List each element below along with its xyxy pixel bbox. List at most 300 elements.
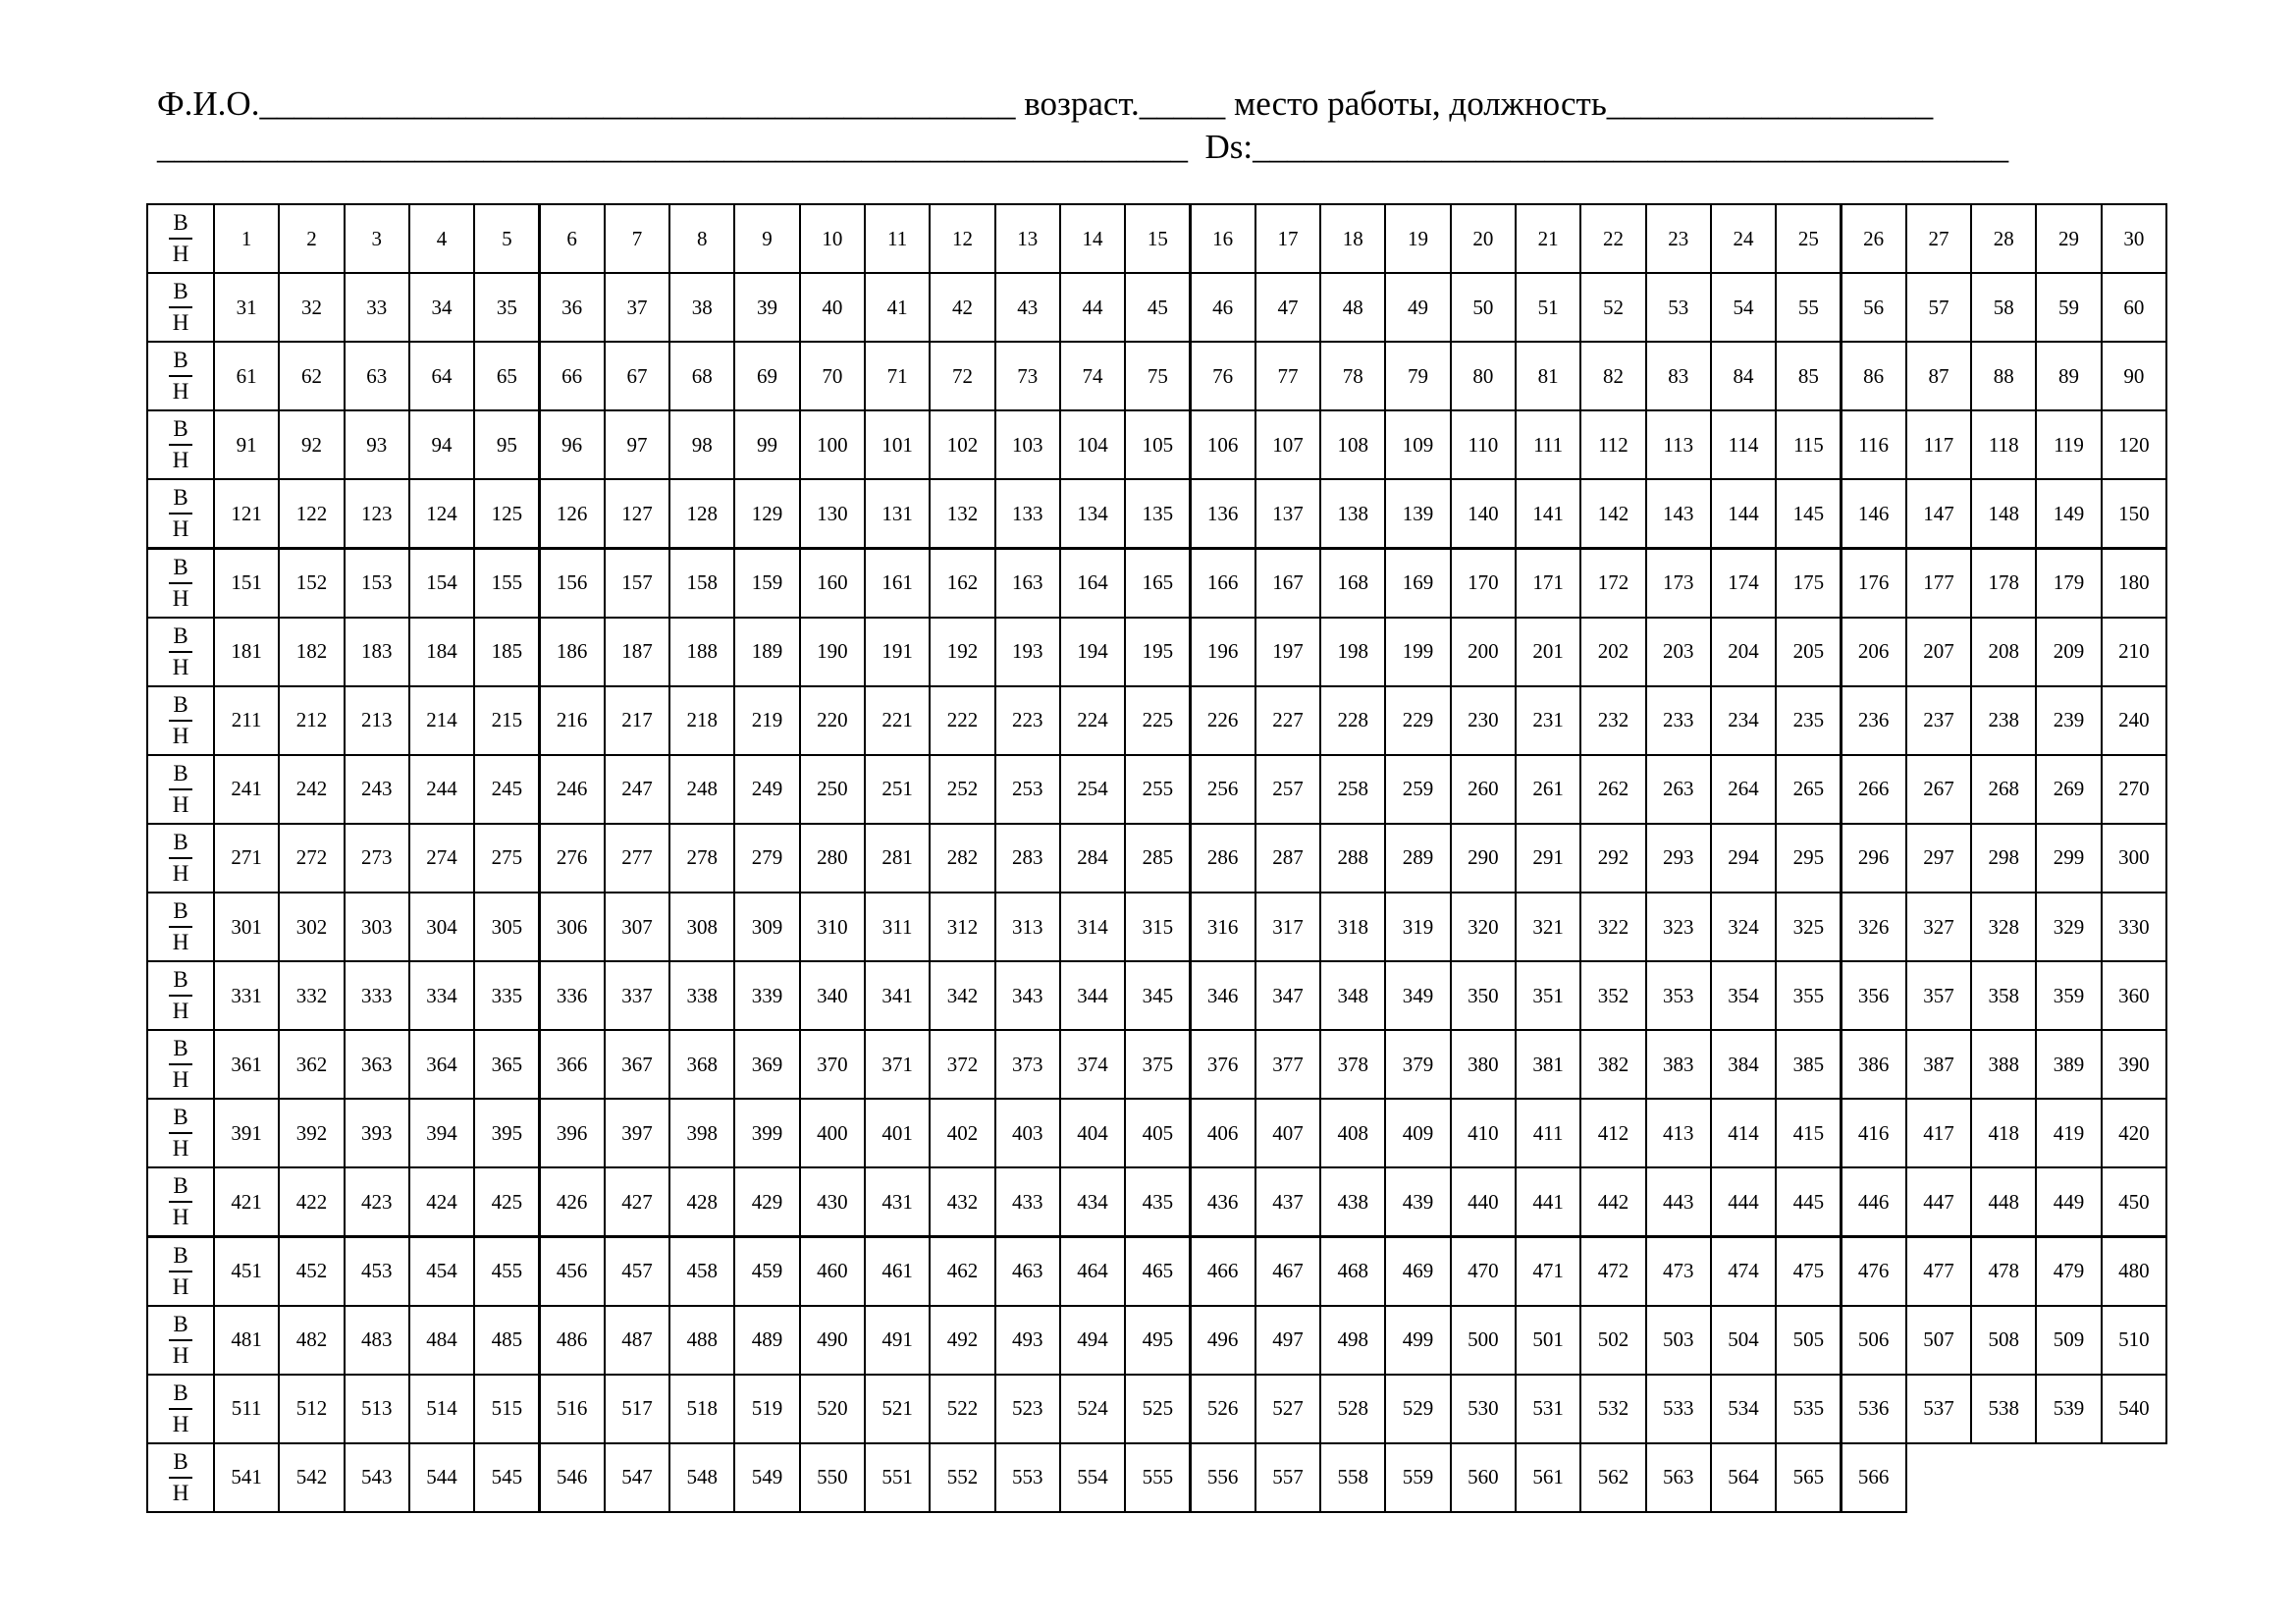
number-cell: 409 xyxy=(1384,1098,1451,1168)
number-cell: 252 xyxy=(929,754,995,825)
number-cell: 347 xyxy=(1255,960,1321,1031)
number-cell: 516 xyxy=(539,1374,606,1444)
number-cell: 400 xyxy=(799,1098,866,1168)
number-cell: 348 xyxy=(1319,960,1386,1031)
number-cell: 52 xyxy=(1579,272,1646,343)
number-cell: 123 xyxy=(344,478,410,549)
number-cell: 508 xyxy=(1970,1305,2037,1376)
number-cell: 171 xyxy=(1515,548,1581,619)
number-cell: 310 xyxy=(799,892,866,962)
row-label-vh xyxy=(146,1374,215,1444)
number-cell: 79 xyxy=(1384,341,1451,411)
number-cell: 117 xyxy=(1905,409,1972,480)
number-cell: 214 xyxy=(408,685,475,756)
number-cell: 335 xyxy=(473,960,540,1031)
number-cell: 39 xyxy=(733,272,800,343)
number-cell: 73 xyxy=(994,341,1061,411)
number-cell: 233 xyxy=(1645,685,1712,756)
row-label-divider xyxy=(169,306,192,308)
number-cell: 403 xyxy=(994,1098,1061,1168)
row-label-divider xyxy=(169,375,192,377)
number-cell: 99 xyxy=(733,409,800,480)
number-cell: 197 xyxy=(1255,617,1321,687)
number-cell: 390 xyxy=(2101,1029,2167,1100)
number-cell: 125 xyxy=(473,478,540,549)
number-cell: 271 xyxy=(213,823,280,893)
number-cell: 168 xyxy=(1319,548,1386,619)
row-label-divider xyxy=(169,1132,192,1134)
number-cell: 479 xyxy=(2035,1236,2102,1307)
row-label-bottom: Н xyxy=(172,310,189,336)
number-cell: 65 xyxy=(473,341,540,411)
number-cell: 413 xyxy=(1645,1098,1712,1168)
number-cell: 405 xyxy=(1124,1098,1191,1168)
number-cell: 138 xyxy=(1319,478,1386,549)
number-cell: 494 xyxy=(1059,1305,1126,1376)
number-cell: 206 xyxy=(1841,617,1907,687)
number-cell: 194 xyxy=(1059,617,1126,687)
number-cell: 560 xyxy=(1450,1442,1517,1513)
number-cell: 8 xyxy=(668,203,735,274)
number-cell: 70 xyxy=(799,341,866,411)
number-cell: 181 xyxy=(213,617,280,687)
number-cell: 158 xyxy=(668,548,735,619)
number-cell: 295 xyxy=(1775,823,1842,893)
number-cell: 402 xyxy=(929,1098,995,1168)
number-cell: 172 xyxy=(1579,548,1646,619)
number-cell: 326 xyxy=(1841,892,1907,962)
number-cell: 148 xyxy=(1970,478,2037,549)
number-cell: 154 xyxy=(408,548,475,619)
number-cell: 5 xyxy=(473,203,540,274)
number-cell: 415 xyxy=(1775,1098,1842,1168)
row-label-top: В xyxy=(173,210,188,236)
number-cell: 369 xyxy=(733,1029,800,1100)
number-cell: 190 xyxy=(799,617,866,687)
row-label-divider xyxy=(169,788,192,790)
number-cell: 179 xyxy=(2035,548,2102,619)
number-cell: 537 xyxy=(1905,1374,1972,1444)
number-cell: 82 xyxy=(1579,341,1646,411)
number-cell: 22 xyxy=(1579,203,1646,274)
number-cell: 47 xyxy=(1255,272,1321,343)
number-cell: 102 xyxy=(929,409,995,480)
number-cell: 220 xyxy=(799,685,866,756)
number-cell: 460 xyxy=(799,1236,866,1307)
number-cell: 12 xyxy=(929,203,995,274)
number-cell: 54 xyxy=(1710,272,1777,343)
number-cell: 296 xyxy=(1841,823,1907,893)
number-cell: 523 xyxy=(994,1374,1061,1444)
row-label-vh xyxy=(146,272,215,343)
number-cell: 51 xyxy=(1515,272,1581,343)
number-cell: 466 xyxy=(1190,1236,1256,1307)
number-cell: 363 xyxy=(344,1029,410,1100)
number-cell: 25 xyxy=(1775,203,1842,274)
number-cell: 445 xyxy=(1775,1166,1842,1237)
number-cell: 243 xyxy=(344,754,410,825)
number-cell: 213 xyxy=(344,685,410,756)
number-cell: 294 xyxy=(1710,823,1777,893)
number-cell: 121 xyxy=(213,478,280,549)
number-cell: 362 xyxy=(278,1029,345,1100)
number-cell: 368 xyxy=(668,1029,735,1100)
number-cell: 14 xyxy=(1059,203,1126,274)
number-cell: 507 xyxy=(1905,1305,1972,1376)
number-cell: 428 xyxy=(668,1166,735,1237)
number-cell: 30 xyxy=(2101,203,2167,274)
number-cell: 187 xyxy=(604,617,670,687)
number-cell: 58 xyxy=(1970,272,2037,343)
number-cell: 272 xyxy=(278,823,345,893)
number-cell: 512 xyxy=(278,1374,345,1444)
number-cell: 167 xyxy=(1255,548,1321,619)
number-cell: 198 xyxy=(1319,617,1386,687)
number-cell: 489 xyxy=(733,1305,800,1376)
number-cell: 434 xyxy=(1059,1166,1126,1237)
number-cell: 263 xyxy=(1645,754,1712,825)
number-cell: 103 xyxy=(994,409,1061,480)
number-cell: 421 xyxy=(213,1166,280,1237)
number-cell: 564 xyxy=(1710,1442,1777,1513)
number-cell: 430 xyxy=(799,1166,866,1237)
row-label-top: В xyxy=(173,1242,188,1268)
number-cell: 360 xyxy=(2101,960,2167,1031)
number-cell: 410 xyxy=(1450,1098,1517,1168)
number-cell: 270 xyxy=(2101,754,2167,825)
number-cell: 475 xyxy=(1775,1236,1842,1307)
row-label-bottom: Н xyxy=(172,1067,189,1093)
number-cell: 210 xyxy=(2101,617,2167,687)
number-cell: 505 xyxy=(1775,1305,1842,1376)
number-cell: 312 xyxy=(929,892,995,962)
number-cell: 139 xyxy=(1384,478,1451,549)
number-cell: 463 xyxy=(994,1236,1061,1307)
number-cell: 461 xyxy=(864,1236,931,1307)
number-cell: 105 xyxy=(1124,409,1191,480)
number-cell: 144 xyxy=(1710,478,1777,549)
row-label-top: В xyxy=(173,623,188,648)
number-cell: 354 xyxy=(1710,960,1777,1031)
number-cell: 97 xyxy=(604,409,670,480)
number-cell: 503 xyxy=(1645,1305,1712,1376)
number-cell: 465 xyxy=(1124,1236,1191,1307)
number-cell: 67 xyxy=(604,341,670,411)
row-label-top: В xyxy=(173,1173,188,1199)
number-cell: 137 xyxy=(1255,478,1321,549)
number-cell: 109 xyxy=(1384,409,1451,480)
row-label-vh xyxy=(146,1098,215,1168)
number-cell: 519 xyxy=(733,1374,800,1444)
row-label-vh xyxy=(146,1166,215,1237)
number-cell: 251 xyxy=(864,754,931,825)
number-cell: 431 xyxy=(864,1166,931,1237)
row-label-divider xyxy=(169,1408,192,1410)
number-cell: 561 xyxy=(1515,1442,1581,1513)
number-cell: 391 xyxy=(213,1098,280,1168)
number-cell: 532 xyxy=(1579,1374,1646,1444)
number-cell: 486 xyxy=(539,1305,606,1376)
number-cell: 316 xyxy=(1190,892,1256,962)
number-cell: 491 xyxy=(864,1305,931,1376)
number-cell: 357 xyxy=(1905,960,1972,1031)
number-cell: 18 xyxy=(1319,203,1386,274)
number-cell: 156 xyxy=(539,548,606,619)
number-cell: 450 xyxy=(2101,1166,2167,1237)
number-cell: 184 xyxy=(408,617,475,687)
number-cell: 195 xyxy=(1124,617,1191,687)
number-cell: 26 xyxy=(1841,203,1907,274)
row-label-top: В xyxy=(173,829,188,854)
row-label-vh xyxy=(146,1305,215,1376)
number-cell: 69 xyxy=(733,341,800,411)
number-cell: 497 xyxy=(1255,1305,1321,1376)
number-cell: 500 xyxy=(1450,1305,1517,1376)
number-cell: 364 xyxy=(408,1029,475,1100)
number-cell: 549 xyxy=(733,1442,800,1513)
number-cell: 9 xyxy=(733,203,800,274)
number-cell: 112 xyxy=(1579,409,1646,480)
number-cell: 395 xyxy=(473,1098,540,1168)
number-cell: 534 xyxy=(1710,1374,1777,1444)
number-cell: 56 xyxy=(1841,272,1907,343)
number-cell: 262 xyxy=(1579,754,1646,825)
number-cell: 153 xyxy=(344,548,410,619)
number-cell: 134 xyxy=(1059,478,1126,549)
number-cell: 317 xyxy=(1255,892,1321,962)
number-cell: 189 xyxy=(733,617,800,687)
number-cell: 556 xyxy=(1190,1442,1256,1513)
number-cell: 104 xyxy=(1059,409,1126,480)
number-cell: 299 xyxy=(2035,823,2102,893)
number-cell: 88 xyxy=(1970,341,2037,411)
number-cell: 422 xyxy=(278,1166,345,1237)
number-cell: 496 xyxy=(1190,1305,1256,1376)
number-cell: 396 xyxy=(539,1098,606,1168)
number-cell: 260 xyxy=(1450,754,1517,825)
number-cell: 185 xyxy=(473,617,540,687)
number-cell: 136 xyxy=(1190,478,1256,549)
number-cell: 191 xyxy=(864,617,931,687)
row-label-divider xyxy=(169,995,192,997)
number-cell: 506 xyxy=(1841,1305,1907,1376)
number-cell: 540 xyxy=(2101,1374,2167,1444)
number-cell: 343 xyxy=(994,960,1061,1031)
number-cell: 340 xyxy=(799,960,866,1031)
number-cell: 457 xyxy=(604,1236,670,1307)
number-cell: 106 xyxy=(1190,409,1256,480)
number-cell: 85 xyxy=(1775,341,1842,411)
number-cell: 92 xyxy=(278,409,345,480)
number-cell: 89 xyxy=(2035,341,2102,411)
number-cell: 531 xyxy=(1515,1374,1581,1444)
number-cell: 240 xyxy=(2101,685,2167,756)
number-cell: 477 xyxy=(1905,1236,1972,1307)
number-cell: 223 xyxy=(994,685,1061,756)
number-cell: 484 xyxy=(408,1305,475,1376)
number-cell: 406 xyxy=(1190,1098,1256,1168)
number-cell: 57 xyxy=(1905,272,1972,343)
number-cell: 305 xyxy=(473,892,540,962)
row-label-bottom: Н xyxy=(172,999,189,1024)
number-cell: 416 xyxy=(1841,1098,1907,1168)
number-cell: 226 xyxy=(1190,685,1256,756)
number-cell: 552 xyxy=(929,1442,995,1513)
number-cell: 319 xyxy=(1384,892,1451,962)
number-cell: 318 xyxy=(1319,892,1386,962)
number-cell: 87 xyxy=(1905,341,1972,411)
number-cell: 334 xyxy=(408,960,475,1031)
number-cell: 53 xyxy=(1645,272,1712,343)
number-cell: 180 xyxy=(2101,548,2167,619)
number-cell: 352 xyxy=(1579,960,1646,1031)
number-cell: 131 xyxy=(864,478,931,549)
number-cell: 383 xyxy=(1645,1029,1712,1100)
number-cell: 558 xyxy=(1319,1442,1386,1513)
number-cell: 43 xyxy=(994,272,1061,343)
number-cell: 38 xyxy=(668,272,735,343)
row-label-vh xyxy=(146,548,215,619)
number-cell: 132 xyxy=(929,478,995,549)
number-cell: 227 xyxy=(1255,685,1321,756)
number-cell: 311 xyxy=(864,892,931,962)
number-cell: 205 xyxy=(1775,617,1842,687)
number-cell: 107 xyxy=(1255,409,1321,480)
number-cell: 35 xyxy=(473,272,540,343)
number-cell: 116 xyxy=(1841,409,1907,480)
number-cell: 439 xyxy=(1384,1166,1451,1237)
number-cell: 95 xyxy=(473,409,540,480)
number-cell: 59 xyxy=(2035,272,2102,343)
number-cell: 16 xyxy=(1190,203,1256,274)
number-cell: 324 xyxy=(1710,892,1777,962)
number-cell: 337 xyxy=(604,960,670,1031)
number-cell: 474 xyxy=(1710,1236,1777,1307)
number-cell: 533 xyxy=(1645,1374,1712,1444)
number-cell: 33 xyxy=(344,272,410,343)
number-cell: 245 xyxy=(473,754,540,825)
number-cell: 3 xyxy=(344,203,410,274)
number-cell: 160 xyxy=(799,548,866,619)
number-cell: 120 xyxy=(2101,409,2167,480)
number-cell: 15 xyxy=(1124,203,1191,274)
number-cell: 46 xyxy=(1190,272,1256,343)
number-cell: 452 xyxy=(278,1236,345,1307)
header-line-diagnosis: ____________________________________________________________ Ds:____________________________________________ xyxy=(157,128,2009,166)
row-label-top: В xyxy=(173,279,188,304)
number-cell: 183 xyxy=(344,617,410,687)
number-cell: 216 xyxy=(539,685,606,756)
number-cell: 11 xyxy=(864,203,931,274)
number-cell: 300 xyxy=(2101,823,2167,893)
number-cell: 411 xyxy=(1515,1098,1581,1168)
row-label-top: В xyxy=(173,691,188,717)
row-label-vh xyxy=(146,823,215,893)
number-cell: 60 xyxy=(2101,272,2167,343)
number-cell: 247 xyxy=(604,754,670,825)
number-cell: 86 xyxy=(1841,341,1907,411)
number-cell: 490 xyxy=(799,1305,866,1376)
number-cell: 446 xyxy=(1841,1166,1907,1237)
number-cell: 140 xyxy=(1450,478,1517,549)
number-cell: 253 xyxy=(994,754,1061,825)
number-cell: 1 xyxy=(213,203,280,274)
number-cell: 77 xyxy=(1255,341,1321,411)
number-cell: 338 xyxy=(668,960,735,1031)
number-cell: 456 xyxy=(539,1236,606,1307)
audiometry-number-grid xyxy=(146,203,2165,1508)
number-cell: 173 xyxy=(1645,548,1712,619)
number-cell: 268 xyxy=(1970,754,2037,825)
number-cell: 370 xyxy=(799,1029,866,1100)
number-cell: 414 xyxy=(1710,1098,1777,1168)
number-cell: 485 xyxy=(473,1305,540,1376)
number-cell: 289 xyxy=(1384,823,1451,893)
number-cell: 510 xyxy=(2101,1305,2167,1376)
number-cell: 90 xyxy=(2101,341,2167,411)
number-cell: 453 xyxy=(344,1236,410,1307)
number-cell: 66 xyxy=(539,341,606,411)
number-cell: 159 xyxy=(733,548,800,619)
number-cell: 175 xyxy=(1775,548,1842,619)
row-label-top: В xyxy=(173,1036,188,1061)
number-cell: 306 xyxy=(539,892,606,962)
number-cell: 94 xyxy=(408,409,475,480)
number-cell: 287 xyxy=(1255,823,1321,893)
number-cell: 302 xyxy=(278,892,345,962)
number-cell: 480 xyxy=(2101,1236,2167,1307)
row-label-top: В xyxy=(173,967,188,993)
number-cell: 124 xyxy=(408,478,475,549)
number-cell: 514 xyxy=(408,1374,475,1444)
number-cell: 114 xyxy=(1710,409,1777,480)
number-cell: 374 xyxy=(1059,1029,1126,1100)
number-cell: 425 xyxy=(473,1166,540,1237)
number-cell: 169 xyxy=(1384,548,1451,619)
number-cell: 83 xyxy=(1645,341,1712,411)
row-label-bottom: Н xyxy=(172,1480,189,1505)
number-cell: 398 xyxy=(668,1098,735,1168)
number-cell: 509 xyxy=(2035,1305,2102,1376)
number-cell: 259 xyxy=(1384,754,1451,825)
row-label-vh xyxy=(146,754,215,825)
number-cell: 207 xyxy=(1905,617,1972,687)
number-cell: 315 xyxy=(1124,892,1191,962)
row-label-divider xyxy=(169,857,192,859)
number-cell: 488 xyxy=(668,1305,735,1376)
number-cell: 297 xyxy=(1905,823,1972,893)
number-cell: 356 xyxy=(1841,960,1907,1031)
number-cell: 307 xyxy=(604,892,670,962)
number-cell: 101 xyxy=(864,409,931,480)
row-label-top: В xyxy=(173,554,188,579)
number-cell: 267 xyxy=(1905,754,1972,825)
number-cell: 250 xyxy=(799,754,866,825)
number-cell: 423 xyxy=(344,1166,410,1237)
number-cell: 336 xyxy=(539,960,606,1031)
number-cell: 280 xyxy=(799,823,866,893)
number-cell: 177 xyxy=(1905,548,1972,619)
number-cell: 209 xyxy=(2035,617,2102,687)
number-cell: 493 xyxy=(994,1305,1061,1376)
number-cell: 32 xyxy=(278,272,345,343)
number-cell: 301 xyxy=(213,892,280,962)
number-cell: 528 xyxy=(1319,1374,1386,1444)
number-cell: 525 xyxy=(1124,1374,1191,1444)
number-cell: 541 xyxy=(213,1442,280,1513)
number-cell: 377 xyxy=(1255,1029,1321,1100)
row-label-top: В xyxy=(173,760,188,785)
